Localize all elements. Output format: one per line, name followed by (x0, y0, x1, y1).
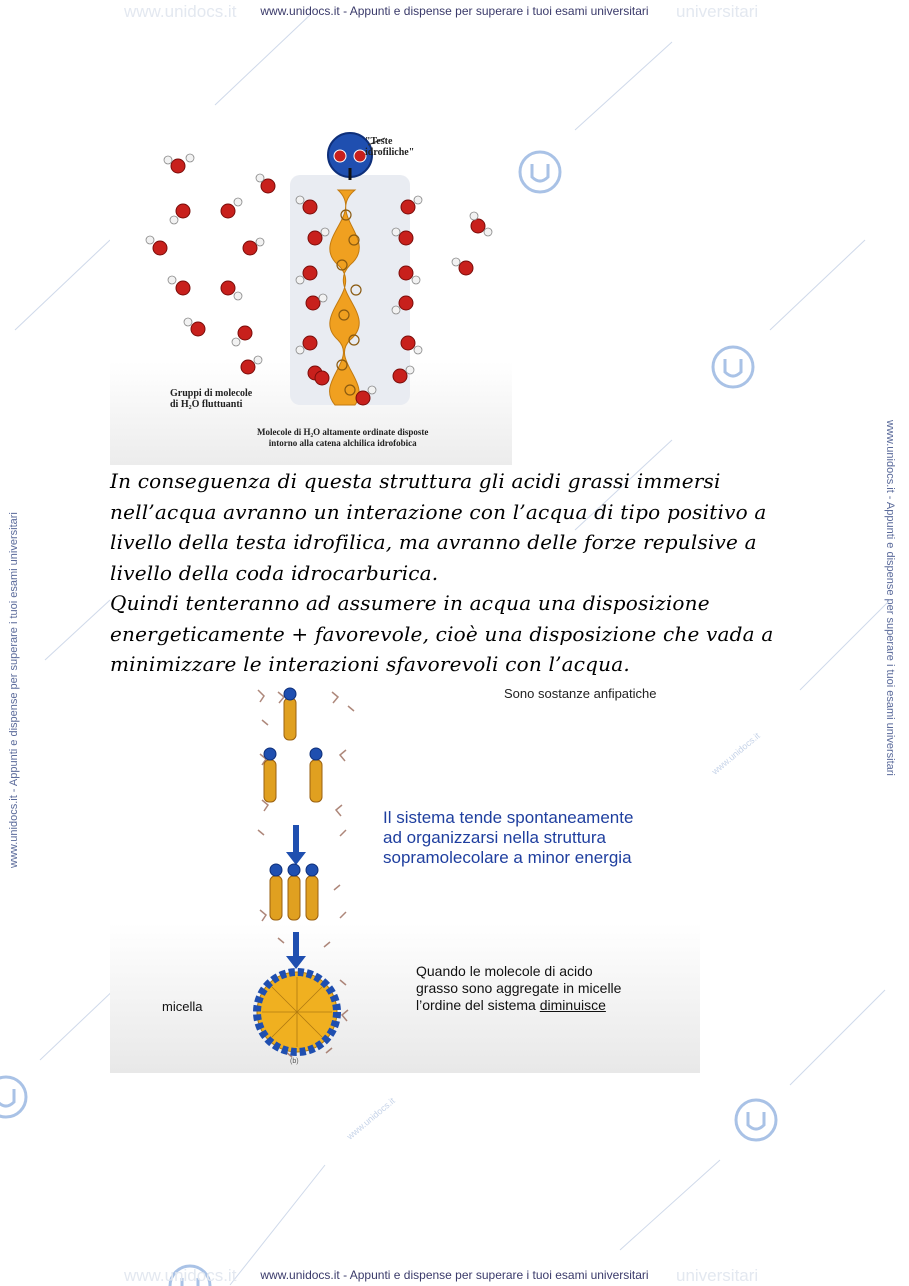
side-watermark-right: www.unidocs.it - Appunti e dispense per superare i tuoi esami universitari (884, 420, 896, 776)
micelle-slide-figure (110, 680, 700, 1073)
svg-text:www.unidocs.it: www.unidocs.it (709, 730, 762, 777)
body-paragraph (110, 466, 810, 680)
fatty-acid-group-2 (264, 748, 322, 802)
micelle-structure (257, 972, 337, 1052)
fatty-acid-water-figure (110, 120, 512, 465)
body-line: energeticamente + favorevole, cioè una disposizione che vada a (110, 621, 774, 646)
down-arrow-icon (286, 932, 306, 969)
body-line: livello della testa idrofilica, ma avranno delle forze repulsive a (110, 530, 757, 554)
svg-text:www.unidocs.it: www.unidocs.it (124, 1266, 237, 1285)
micelle-illustration (110, 680, 700, 1073)
teste-idrofiliche-label: "Teste idrofiliche" (365, 136, 415, 158)
body-line: In conseguenza di questa struttura gli acidi grassi immersi (110, 469, 721, 493)
page-header: www.unidocs.it - Appunti e dispense per superare i tuoi esami universitari (260, 4, 649, 18)
svg-text:www.unidocs.it: www.unidocs.it (124, 2, 237, 21)
fatty-acid-illustration (110, 120, 512, 465)
body-line: minimizzare le interazioni sfavorevoli con l’acqua. (110, 652, 630, 676)
page-footer: www.unidocs.it - Appunti e dispense per superare i tuoi esami universitari (260, 1268, 649, 1282)
svg-text:universitari: universitari (676, 2, 759, 21)
body-line: Quindi tenteranno ad assumere in acqua una disposizione (110, 591, 710, 615)
unidocs-logo-icon (0, 1077, 26, 1117)
anfipatiche-note: Sono sostanze anfipatiche (504, 686, 657, 701)
down-arrow-icon (286, 825, 306, 865)
quando-text: Quando le molecole di acido grasso sono aggregate in micelle l’ordine del sistema diminuisce (416, 963, 622, 1013)
molecole-label: Molecole di H₂O altamente ordinate disposte intorno alla catena alchilica idrofobica (257, 427, 429, 448)
gruppi-label: Gruppi di molecole di H₂O fluttuanti (170, 388, 253, 410)
unidocs-logo-icon (713, 347, 753, 387)
body-line: nell’acqua avranno un interazione con l’acqua di tipo positivo a (110, 499, 767, 524)
body-line: livello della coda idrocarburica. (110, 560, 439, 585)
svg-text:universitari: universitari (676, 1266, 759, 1285)
sistema-text: Il sistema tende spontaneamente ad organizzarsi nella struttura sopramolecolare a minor energia (383, 808, 634, 867)
figure-caption: (b) (290, 1058, 299, 1065)
fatty-acid-group-3 (270, 864, 318, 920)
micella-label: micella (162, 999, 203, 1014)
fatty-acid-group-1 (284, 688, 296, 740)
svg-text:www.unidocs.it: www.unidocs.it (344, 1095, 397, 1142)
side-watermark-left: www.unidocs.it - Appunti e dispense per superare i tuoi esami universitari (8, 512, 20, 868)
unidocs-logo-icon (736, 1100, 776, 1140)
unidocs-logo-icon (520, 152, 560, 192)
